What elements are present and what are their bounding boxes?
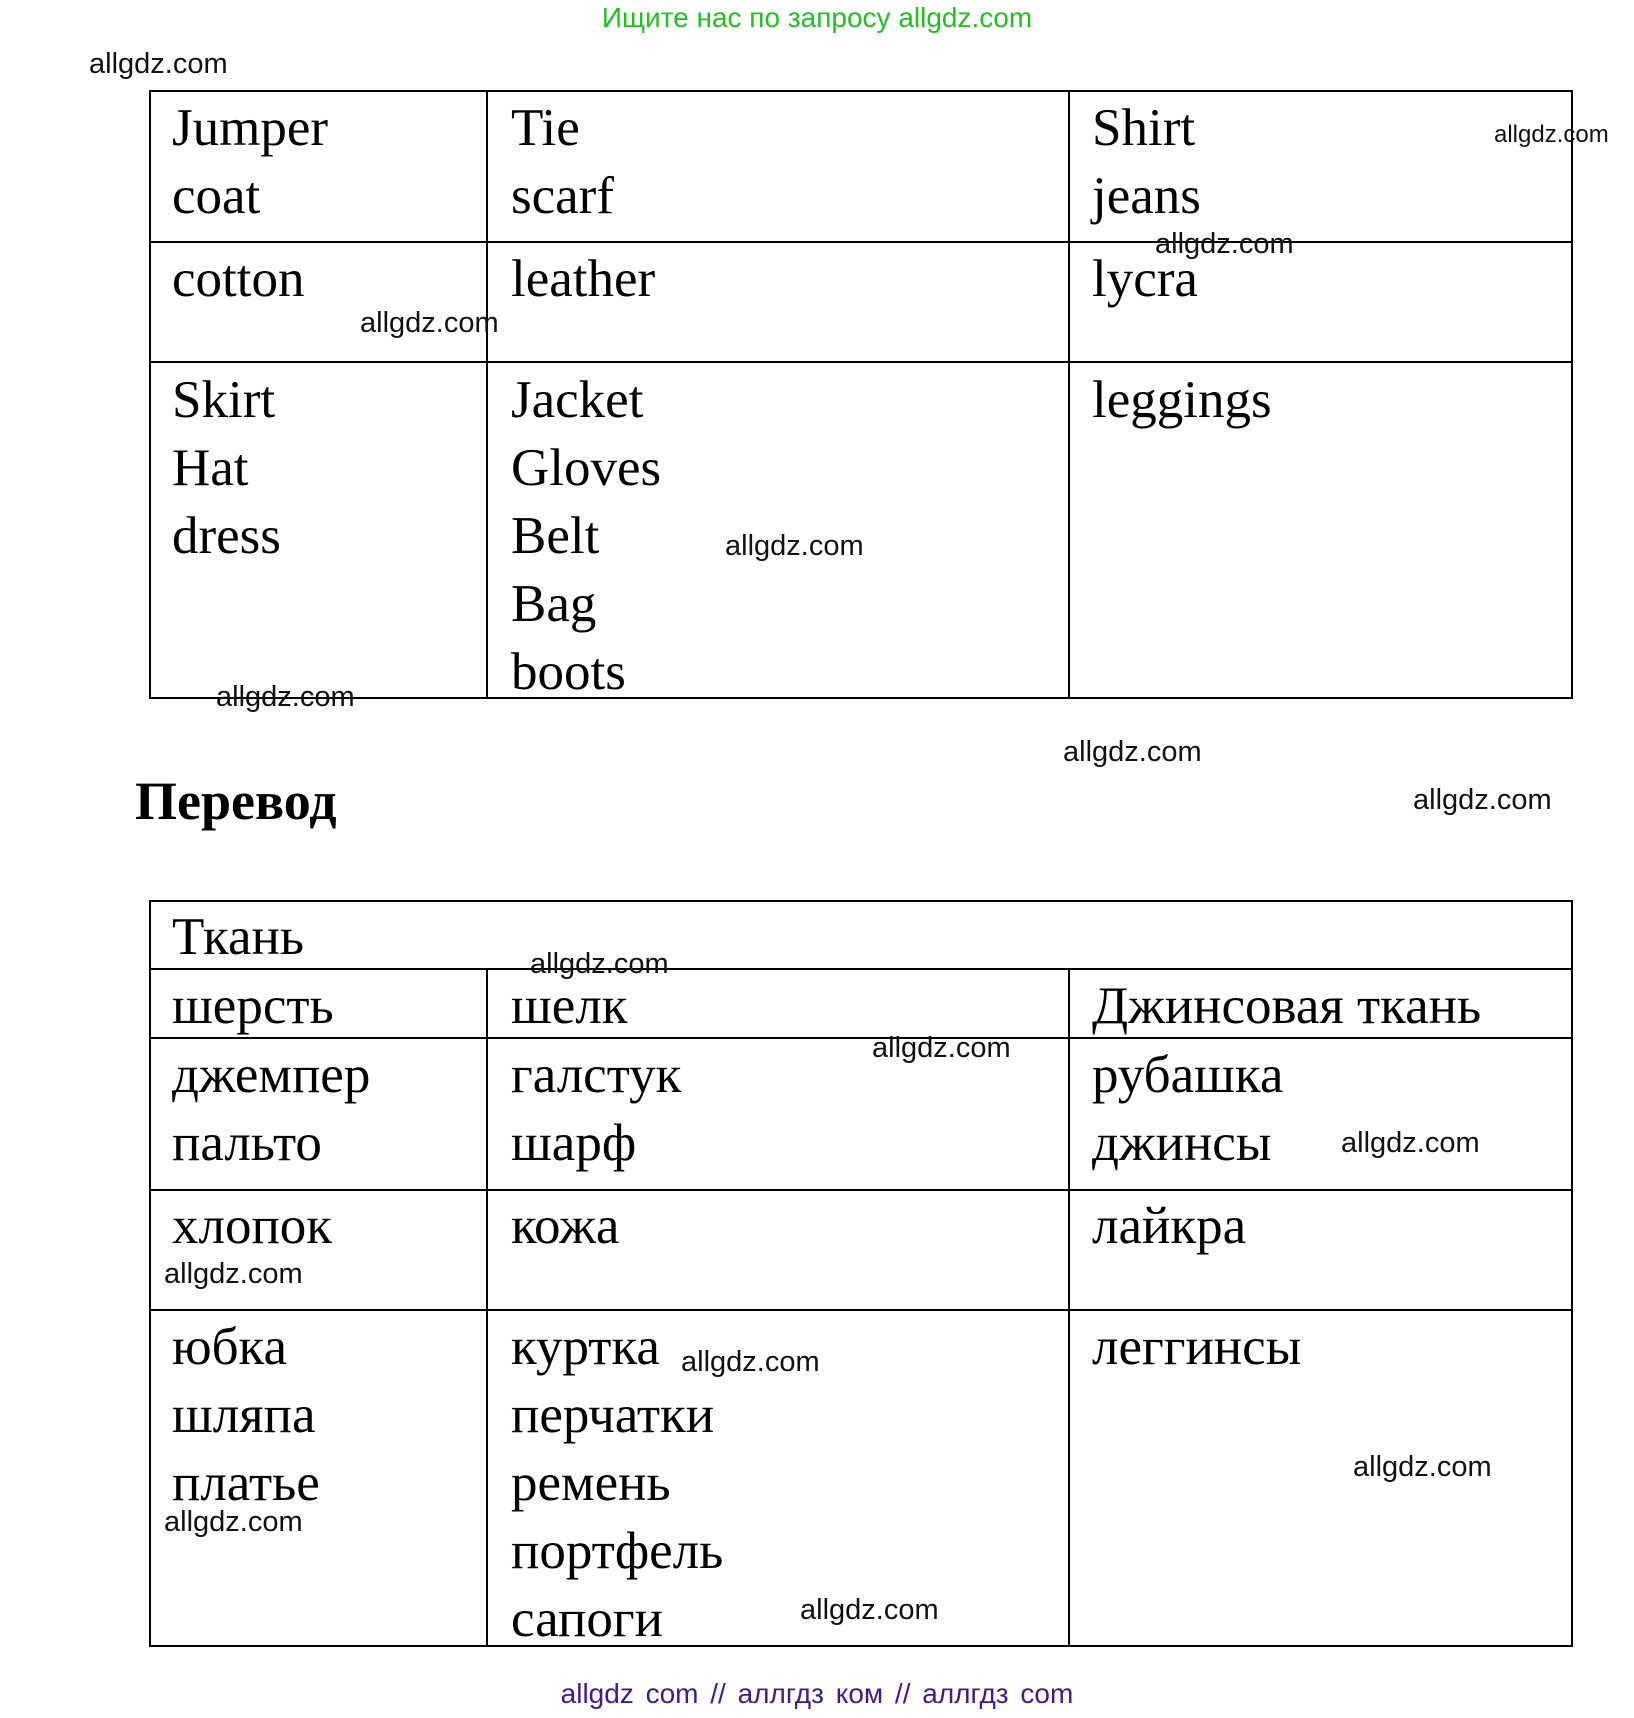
- table-cell: [1092, 366, 1272, 434]
- cell-word: Belt: [511, 507, 600, 565]
- cell-word: портфель: [511, 1522, 724, 1580]
- watermark: allgdz.com: [1413, 784, 1552, 816]
- table-cell: [172, 1041, 370, 1177]
- watermark: allgdz.com: [800, 1594, 939, 1626]
- table-cell: [511, 245, 655, 313]
- watermark: allgdz.com: [1155, 228, 1294, 260]
- cell-word: scarf: [511, 167, 614, 225]
- translation-heading: Перевод: [135, 771, 337, 831]
- cell-word: юбка: [172, 1318, 288, 1376]
- watermark: allgdz.com: [725, 530, 864, 562]
- table-cell: [1092, 1192, 1246, 1260]
- cell-word: ремень: [511, 1454, 671, 1512]
- cell-word: рубашка: [1092, 1046, 1284, 1104]
- cell-word: Tie: [511, 99, 580, 157]
- table-cell: [1092, 94, 1201, 230]
- cell-word: платье: [172, 1454, 320, 1512]
- watermark: allgdz.com: [216, 681, 355, 713]
- table-cell: [511, 1192, 619, 1260]
- cell-word: jeans: [1092, 167, 1201, 225]
- watermark: allgdz.com: [360, 307, 499, 339]
- cell-word: шелк: [511, 977, 628, 1035]
- table-cell: [172, 972, 334, 1040]
- table-cell: [172, 1313, 320, 1517]
- cell-word: шляпа: [172, 1386, 316, 1444]
- cell-word: leather: [511, 250, 656, 308]
- cell-word: шарф: [511, 1114, 637, 1172]
- cell-word: dress: [172, 507, 281, 565]
- cell-word: перчатки: [511, 1386, 715, 1444]
- cell-word: сапоги: [511, 1590, 663, 1648]
- cell-word: coat: [172, 167, 261, 225]
- watermark: allgdz.com: [1494, 121, 1609, 148]
- cell-word: джинсы: [1092, 1114, 1272, 1172]
- table-cell: [511, 1041, 681, 1177]
- cell-word: куртка: [511, 1318, 660, 1376]
- watermark: allgdz.com: [872, 1032, 1011, 1064]
- cell-word: Shirt: [1092, 99, 1196, 157]
- cell-word: boots: [511, 643, 626, 701]
- cell-word: шерсть: [172, 977, 334, 1035]
- watermark: allgdz.com: [164, 1258, 303, 1290]
- table-cell: [172, 245, 304, 313]
- search-banner[interactable]: Ищите нас по запросу allgdz.com: [601, 2, 1033, 33]
- watermark: allgdz.com: [530, 948, 669, 980]
- cell-word: леггинсы: [1092, 1318, 1302, 1376]
- table-cell: [511, 94, 614, 230]
- cell-word: Bag: [511, 575, 597, 633]
- table-cell: [511, 972, 628, 1040]
- cell-word: галстук: [511, 1046, 682, 1104]
- table-cell: [1092, 1041, 1283, 1177]
- watermark: allgdz.com: [1341, 1127, 1480, 1159]
- cell-word: Jacket: [511, 371, 644, 429]
- table-cell: [172, 1192, 332, 1260]
- watermark: allgdz.com: [681, 1346, 820, 1378]
- cell-word: пальто: [172, 1114, 322, 1172]
- watermark: allgdz.com: [89, 48, 228, 80]
- cell-word: хлопок: [172, 1197, 333, 1255]
- cell-word: лайкра: [1092, 1197, 1247, 1255]
- cell-word: Gloves: [511, 439, 662, 497]
- watermark: allgdz.com: [1063, 736, 1202, 768]
- table-cell: [1092, 972, 1481, 1040]
- footer-banner[interactable]: allgdz com // аллгдз ком // аллгдз com: [560, 1678, 1074, 1709]
- cell-word: джемпер: [172, 1046, 371, 1104]
- fabric-header: Ткань: [172, 908, 305, 966]
- table-cell: [172, 94, 328, 230]
- cell-word: Hat: [172, 439, 249, 497]
- cell-word: Skirt: [172, 371, 276, 429]
- cell-word: Jumper: [172, 99, 329, 157]
- table-cell: [1092, 1313, 1301, 1381]
- cell-word: lycra: [1092, 250, 1198, 308]
- cell-word: Джинсовая ткань: [1092, 977, 1482, 1035]
- cell-word: leggings: [1092, 371, 1272, 429]
- table-cell: [511, 366, 661, 706]
- watermark: allgdz.com: [1353, 1451, 1492, 1483]
- cell-word: cotton: [172, 250, 305, 308]
- cell-word: кожа: [511, 1197, 620, 1255]
- watermark: allgdz.com: [164, 1506, 303, 1538]
- table-cell: [172, 366, 281, 570]
